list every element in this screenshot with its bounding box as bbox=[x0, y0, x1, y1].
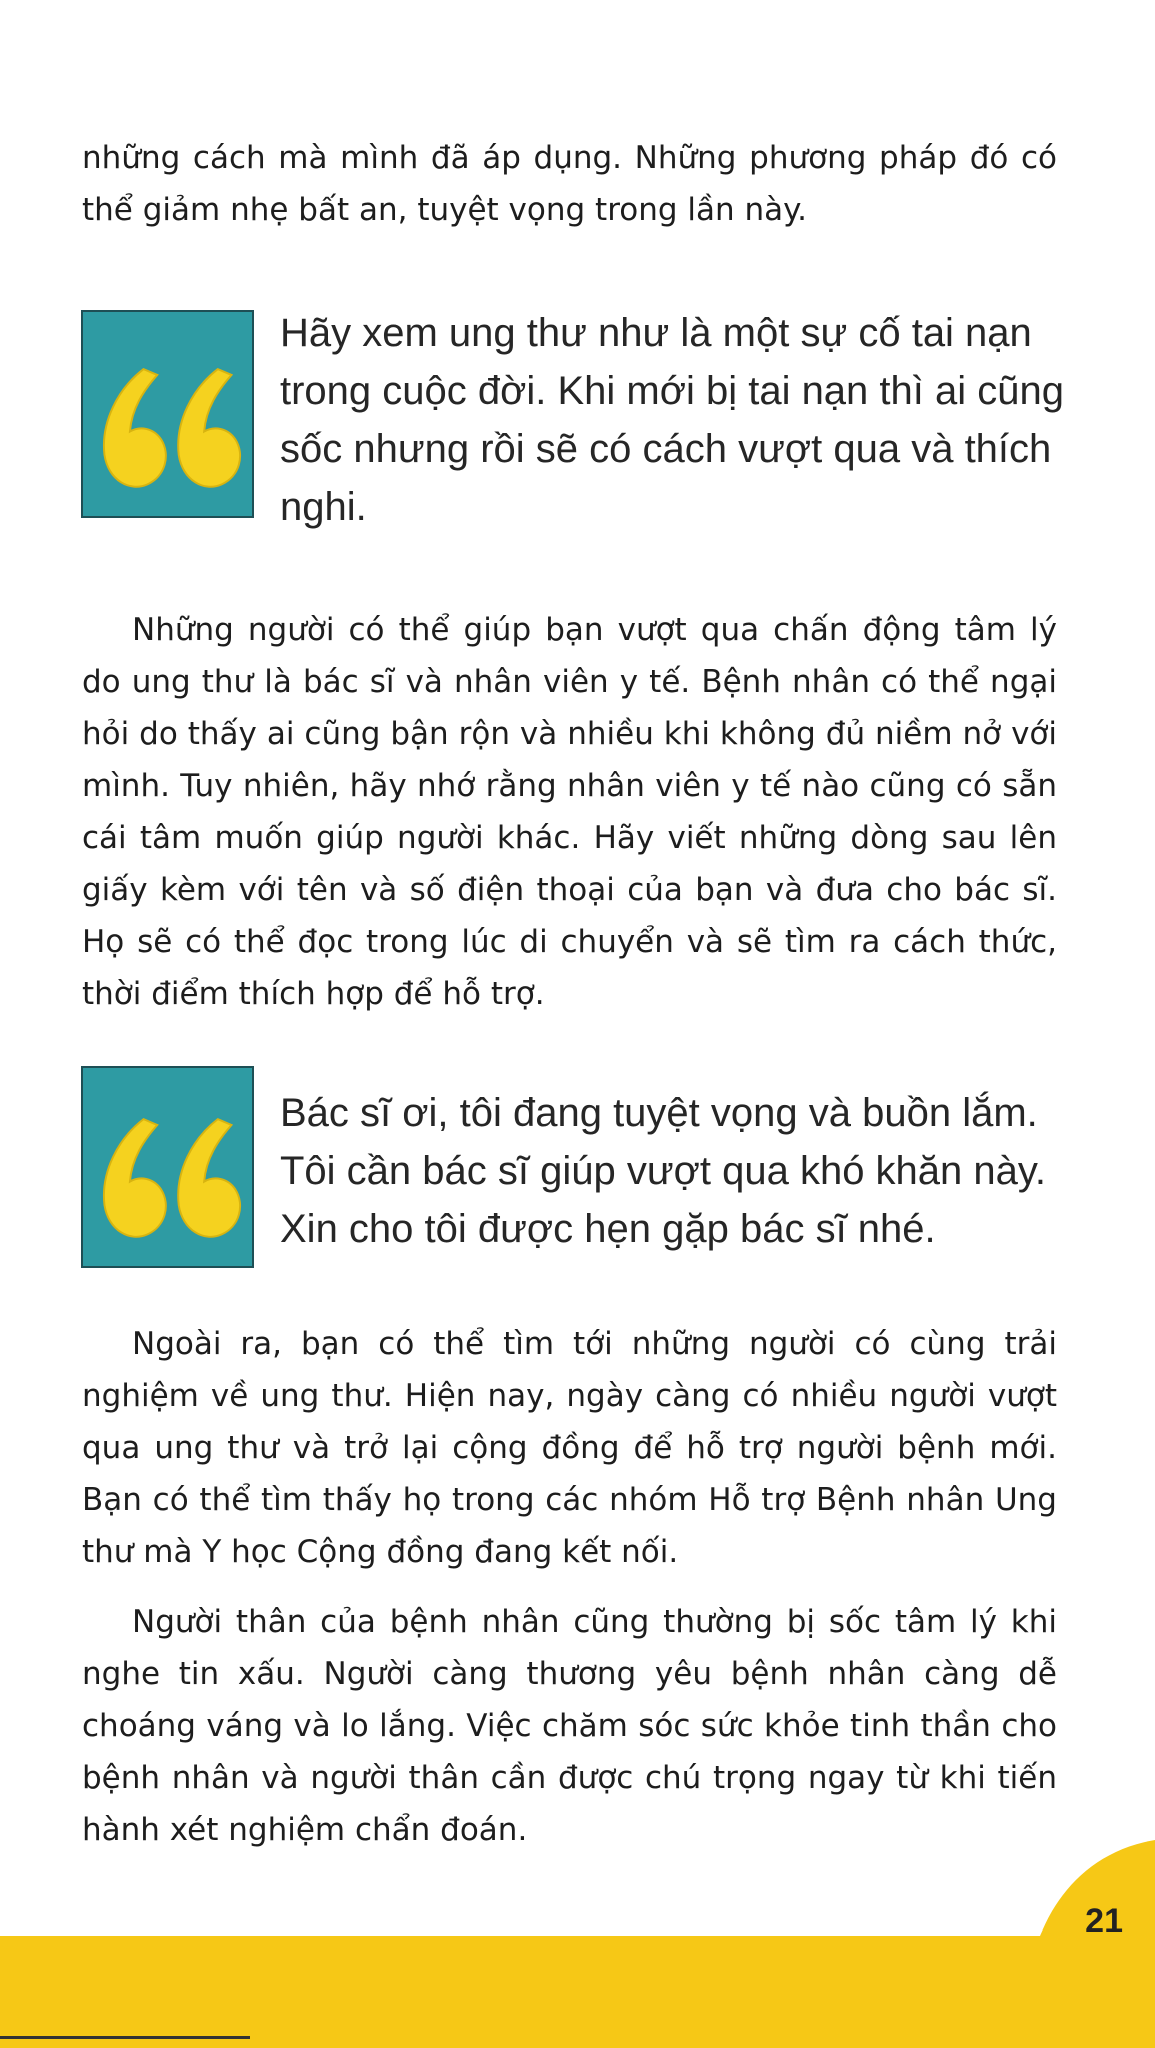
paragraph-doctor-help: Những người có thể giúp bạn vượt qua chấn động tâm lý do ung thư là bác sĩ và nhân viên y tế. Bệnh nhân có thể ngại hỏi do thấy ai cũng bận rộn và nhiều khi không đủ niềm nở với mình. Tuy nhiên, hãy nhớ rằng nhân viên y tế nào cũng có sẵn cái tâm muốn giúp người khác. Hãy viết những dòng sau lên giấy kèm với tên và số điện thoại của bạn và đưa cho bác sĩ. Họ sẽ có thể đọc trong lúc di chuyển và sẽ tìm ra cách thức, thời điểm thích hợp để hỗ trợ. bbox=[82, 612, 1057, 1012]
page-number: 21 bbox=[1085, 1902, 1123, 1940]
paragraph-peer-support: Ngoài ra, bạn có thể tìm tới những người có cùng trải nghiệm về ung thư. Hiện nay, ngày càng có nhiều người vượt qua ung thư và trở lại cộng đồng để hỗ trợ người bệnh mới. Bạn có thể tìm thấy họ trong các nhóm Hỗ trợ Bệnh nhân Ung thư mà Y học Cộng đồng đang kết nối. bbox=[82, 1326, 1057, 1570]
footer-band bbox=[0, 1930, 1155, 2048]
footer-corner-tab bbox=[0, 1840, 1155, 1930]
quote-mark-icon bbox=[83, 312, 252, 516]
paragraph-family: Người thân của bệnh nhân cũng thường bị sốc tâm lý khi nghe tin xấu. Người càng thương yêu bệnh nhân càng dễ choáng váng và lo lắng. Việc chăm sóc sức khỏe tinh thần cho bệnh nhân và người thân cần được chú trọng ngay từ khi tiến hành xét nghiệm chẩn đoán. bbox=[82, 1604, 1057, 1848]
intro-paragraph: những cách mà mình đã áp dụng. Những phương pháp đó có thể giảm nhẹ bất an, tuyệt vọng trong lần này. bbox=[82, 140, 1057, 228]
quote-box-1 bbox=[81, 310, 254, 518]
quote-text-2: Bác sĩ ơi, tôi đang tuyệt vọng và buồn lắm. Tôi cần bác sĩ giúp vượt qua khó khăn này. Xin cho tôi được hẹn gặp bác sĩ nhé. bbox=[280, 1091, 1047, 1251]
quote-mark-icon bbox=[83, 1068, 252, 1266]
quote-text-1: Hãy xem ung thư như là một sự cố tai nạn trong cuộc đời. Khi mới bị tai nạn thì ai cũng sốc nhưng rồi sẽ có cách vượt qua và thích nghi. bbox=[280, 311, 1064, 529]
footer-rule bbox=[0, 2036, 250, 2039]
quote-box-2 bbox=[81, 1066, 254, 1268]
